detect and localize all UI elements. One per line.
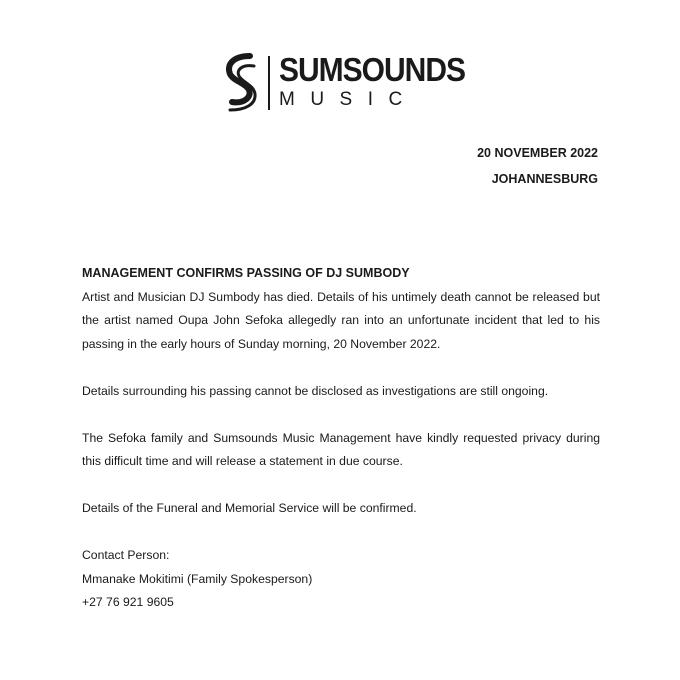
document-date: 20 NOVEMBER 2022 [477, 146, 598, 160]
paragraph-3: The Sefoka family and Sumsounds Music Management have kindly requested privacy during this difficult time and will release a statement in due course. [82, 430, 600, 468]
contact-label: Contact Person: [82, 548, 170, 562]
logo-wordmark [279, 51, 466, 111]
document-body [82, 262, 600, 615]
contact-name: Mmanake Mokitimi (Family Spokesperson) [82, 571, 313, 586]
paragraph-2: Details surrounding his passing cannot be disclosed as investigations are still ongoing. [82, 383, 549, 398]
logo-name: SUMSOUNDS [279, 51, 466, 89]
paragraph-4: Details of the Funeral and Memorial Service will be confirmed. [82, 501, 417, 515]
document-meta [477, 140, 598, 192]
sumsounds-s-mark-icon [220, 52, 262, 114]
document-title: MANAGEMENT CONFIRMS PASSING OF DJ SUMBODY [82, 266, 410, 280]
logo-subtitle: MUSIC [279, 88, 418, 110]
logo-divider [268, 56, 270, 110]
contact-block [82, 544, 600, 615]
paragraph-1: Artist and Musician DJ Sumbody has died. Details of his untimely death cannot be released but the artist named Oupa John Sefoka allegedly ran into an unfortunate incident that led to his passing in the early hours of Sunday morning, 20 November 2022. [82, 289, 600, 351]
document-location: JOHANNESBURG [491, 172, 598, 186]
sumsounds-logo [220, 52, 465, 114]
contact-phone: +27 76 921 9605 [82, 595, 174, 609]
